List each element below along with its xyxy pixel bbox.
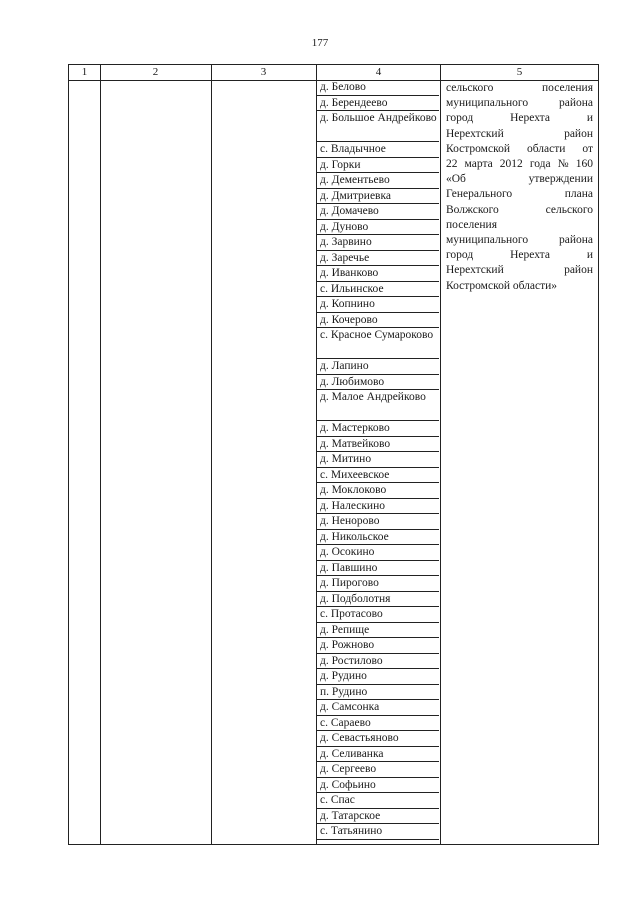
reference-text-line: город Нерехта и: [446, 112, 593, 125]
settlement-cell: д. Подболотня: [317, 592, 439, 608]
reference-text-line: поселения: [446, 218, 497, 231]
settlement-cell: д. Белово: [317, 80, 439, 96]
settlement-cell: с. Спас: [317, 793, 439, 809]
settlement-cell: д. Берендеево: [317, 96, 439, 112]
reference-text-line: город Нерехта и: [446, 249, 593, 262]
settlement-cell: д. Матвейково: [317, 437, 439, 453]
reference-text-line: муниципального района: [446, 97, 593, 110]
settlement-cell: д. Самсонка: [317, 700, 439, 716]
settlement-cell: д. Лапино: [317, 359, 439, 375]
settlement-cell: д. Репище: [317, 623, 439, 639]
settlement-cell: д. Любимово: [317, 375, 439, 391]
header-col-3: 3: [260, 66, 267, 78]
settlement-cell: д. Татарское: [317, 809, 439, 825]
reference-text-line: 22 марта 2012 года № 160: [446, 158, 593, 171]
settlement-cell: д. Ростилово: [317, 654, 439, 670]
settlement-cell: с. Владычное: [317, 142, 439, 158]
reference-text-line: Костромской области»: [446, 279, 558, 292]
settlement-cell: д. Мастерково: [317, 421, 439, 437]
settlement-list: [317, 80, 439, 840]
settlement-cell: д. Селиванка: [317, 747, 439, 763]
reference-text-line: Волжского сельского: [446, 203, 593, 216]
settlement-cell: д. Севастьяново: [317, 731, 439, 747]
settlement-cell: с. Красное Сумароково: [317, 328, 439, 359]
reference-text-line: «Об утверждении: [446, 173, 593, 186]
reference-text-line: муниципального района: [446, 234, 593, 247]
settlement-cell: с. Протасово: [317, 607, 439, 623]
reference-text-line: Нерехтский район: [446, 264, 593, 277]
settlement-cell: д. Большое Андрейково: [317, 111, 439, 142]
reference-text-line: Костромской области от: [446, 142, 593, 155]
settlement-cell: д. Пирогово: [317, 576, 439, 592]
column-divider: [440, 65, 441, 844]
settlement-cell: п. Рудино: [317, 685, 439, 701]
settlement-cell: с. Михеевское: [317, 468, 439, 484]
settlement-cell: д. Моклоково: [317, 483, 439, 499]
column-divider: [211, 65, 212, 844]
settlement-cell: д. Рудино: [317, 669, 439, 685]
header-col-4: 4: [375, 66, 382, 78]
settlements-table: [68, 64, 599, 845]
settlement-cell: д. Дмитриевка: [317, 189, 439, 205]
settlement-cell: д. Митино: [317, 452, 439, 468]
settlement-cell: д. Иванково: [317, 266, 439, 282]
header-col-5: 5: [516, 66, 523, 78]
settlement-cell: д. Малое Андрейково: [317, 390, 439, 421]
settlement-cell: д. Зарвино: [317, 235, 439, 251]
settlement-cell: д. Кочерово: [317, 313, 439, 329]
header-col-2: 2: [152, 66, 159, 78]
settlement-cell: д. Заречье: [317, 251, 439, 267]
settlement-cell: д. Сергеево: [317, 762, 439, 778]
reference-text-line: Генерального плана: [446, 188, 593, 201]
settlement-cell: д. Дементьево: [317, 173, 439, 189]
column-divider: [100, 65, 101, 844]
table-header-row: [69, 65, 598, 81]
page-number: 177: [311, 37, 329, 49]
settlement-cell: д. Никольское: [317, 530, 439, 546]
settlement-cell: д. Рожново: [317, 638, 439, 654]
settlement-cell: д. Осокино: [317, 545, 439, 561]
settlement-cell: д. Копнино: [317, 297, 439, 313]
header-col-1: 1: [81, 66, 88, 78]
settlement-cell: д. Дуново: [317, 220, 439, 236]
reference-text-line: Нерехтский район: [446, 127, 593, 140]
settlement-cell: д. Софьино: [317, 778, 439, 794]
reference-text-line: сельского поселения: [446, 82, 593, 94]
settlement-cell: д. Горки: [317, 158, 439, 174]
settlement-cell: с. Ильинское: [317, 282, 439, 298]
settlement-cell: д. Павшино: [317, 561, 439, 577]
document-reference-text: [446, 81, 593, 294]
settlement-cell: д. Домачево: [317, 204, 439, 220]
settlement-cell: д. Ненорово: [317, 514, 439, 530]
settlement-cell: с. Татьянино: [317, 824, 439, 840]
settlement-cell: с. Сараево: [317, 716, 439, 732]
settlement-cell: д. Налескино: [317, 499, 439, 515]
